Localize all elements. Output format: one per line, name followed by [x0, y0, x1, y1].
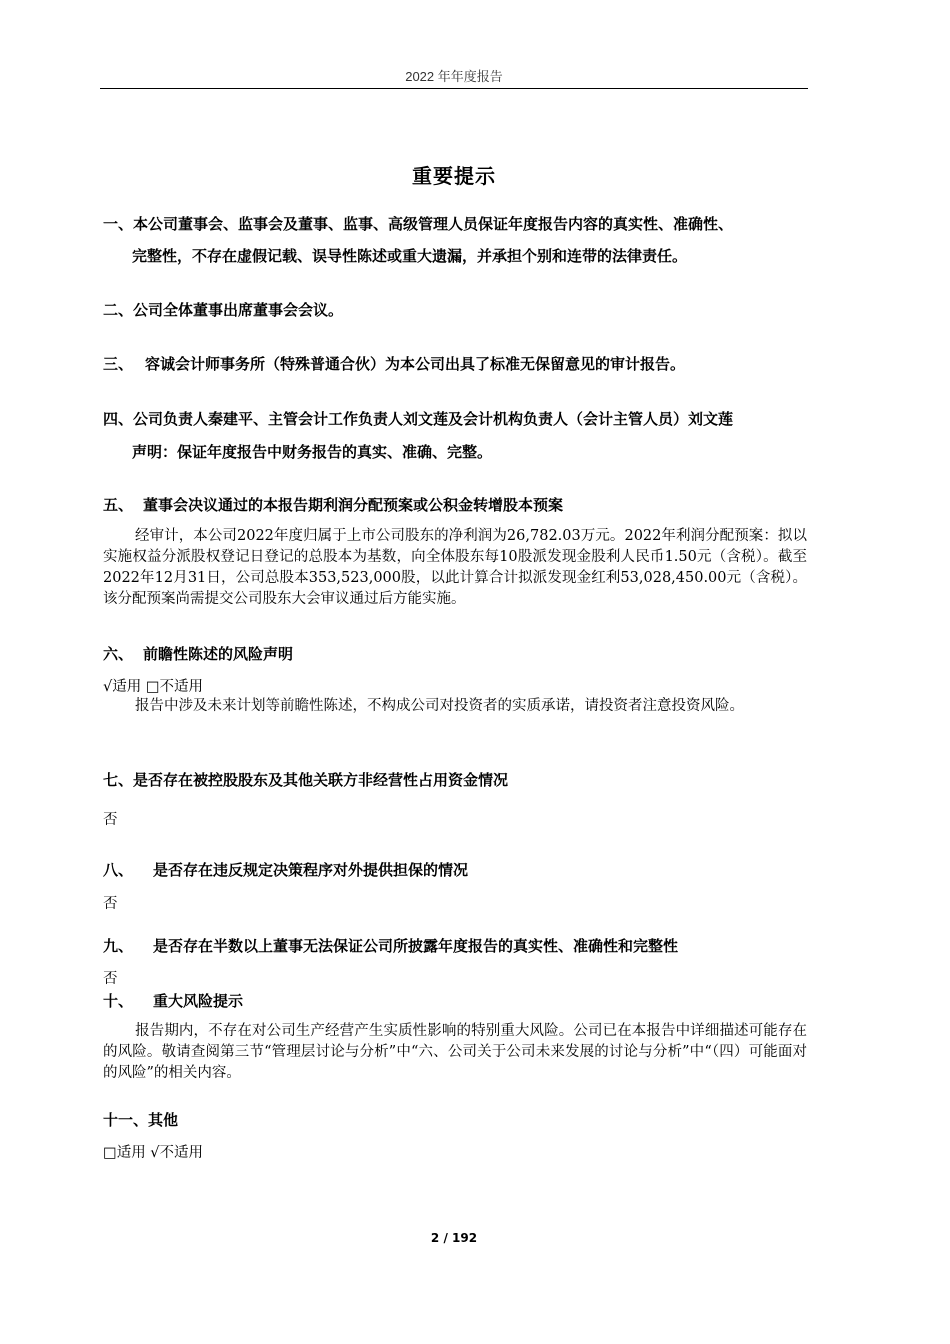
section-number: 四、	[103, 410, 134, 428]
section-text: 董事会决议通过的本报告期利润分配预案或公积金转增股本预案	[143, 496, 564, 514]
section-5-body	[103, 526, 807, 610]
section-text: 其他	[148, 1111, 179, 1129]
section-4-heading	[103, 408, 733, 429]
section-10-body	[103, 1021, 807, 1084]
page-number: 2 / 192	[430, 1231, 478, 1245]
section-number: 六、	[103, 645, 134, 663]
section-number: 八、	[103, 861, 134, 879]
section-9-answer: 否	[103, 971, 118, 987]
section-3-heading	[103, 353, 685, 374]
section-number: 三、	[103, 355, 134, 373]
section-text: 前瞻性陈述的风险声明	[143, 645, 294, 663]
section-text: 是否存在半数以上董事无法保证公司所披露年度报告的真实性、准确性和完整性	[153, 937, 679, 955]
section-1-heading	[103, 213, 733, 234]
section-text: 容诚会计师事务所（特殊普通合伙）为本公司出具了标准无保留意见的审计报告。	[145, 355, 686, 373]
section-5-heading	[103, 494, 563, 515]
applicability-options: √适用 □不适用	[103, 679, 204, 695]
section-1-continuation: 完整性，不存在虚假记载、误导性陈述或重大遗漏，并承担个别和连带的法律责任。	[132, 247, 688, 265]
section-number: 五、	[103, 496, 134, 514]
section-9-heading	[103, 935, 678, 956]
paragraph-text: 经审计，本公司2022年度归属于上市公司股东的净利润为26,782.03万元。2022年利润分配预案：拟以实施权益分派股权登记日登记的总股本为基数，向全体股东每10股派发现金股利人民币1.50元（含税）。截至2022年12月31日，公司总股本353,523,000股，以此计算合计拟派发现金红利53,028,450.00元（含税）。该分配预案尚需提交公司股东大会审议通过后方能实施。	[103, 528, 807, 607]
section-text: 是否存在被控股股东及其他关联方非经营性占用资金情况	[133, 771, 509, 789]
section-8-heading	[103, 859, 468, 880]
applicability-options: □适用 √不适用	[103, 1145, 204, 1161]
section-4-continuation: 声明：保证年度报告中财务报告的真实、准确、完整。	[132, 443, 493, 461]
section-number: 十、	[103, 992, 134, 1010]
section-number: 十一、	[103, 1111, 149, 1129]
page-header: 2022 年年度报告	[405, 69, 503, 84]
paragraph-text: 报告期内，不存在对公司生产经营产生实质性影响的特别重大风险。公司已在本报告中详细描述可能存在的风险。敬请查阅第三节“管理层讨论与分析”中“六、公司关于公司未来发展的讨论与分析”中“（四）可能面对的风险”的相关内容。	[103, 1023, 807, 1081]
section-number: 七、	[103, 771, 134, 789]
section-6-body	[103, 696, 807, 717]
section-10-heading	[103, 990, 243, 1011]
page-title: 重要提示	[412, 164, 496, 188]
section-text: 公司负责人秦建平、主管会计工作负责人刘文莲及会计机构负责人（会计主管人员）刘文莲	[133, 410, 734, 428]
section-number: 一、	[103, 215, 134, 233]
section-6-heading	[103, 643, 293, 664]
header-divider	[100, 88, 808, 89]
section-7-heading	[103, 769, 508, 790]
section-8-answer: 否	[103, 896, 118, 912]
section-text: 重大风险提示	[153, 992, 244, 1010]
section-2-heading	[103, 299, 343, 320]
section-7-answer: 否	[103, 812, 118, 828]
section-number: 九、	[103, 937, 134, 955]
section-11-heading	[103, 1109, 178, 1130]
section-number: 二、	[103, 301, 134, 319]
section-text: 是否存在违反规定决策程序对外提供担保的情况	[153, 861, 469, 879]
section-text: 本公司董事会、监事会及董事、监事、高级管理人员保证年度报告内容的真实性、准确性、	[133, 215, 734, 233]
section-text: 公司全体董事出席董事会会议。	[133, 301, 344, 319]
paragraph-text: 报告中涉及未来计划等前瞻性陈述，不构成公司对投资者的实质承诺，请投资者注意投资风险。	[135, 698, 744, 714]
